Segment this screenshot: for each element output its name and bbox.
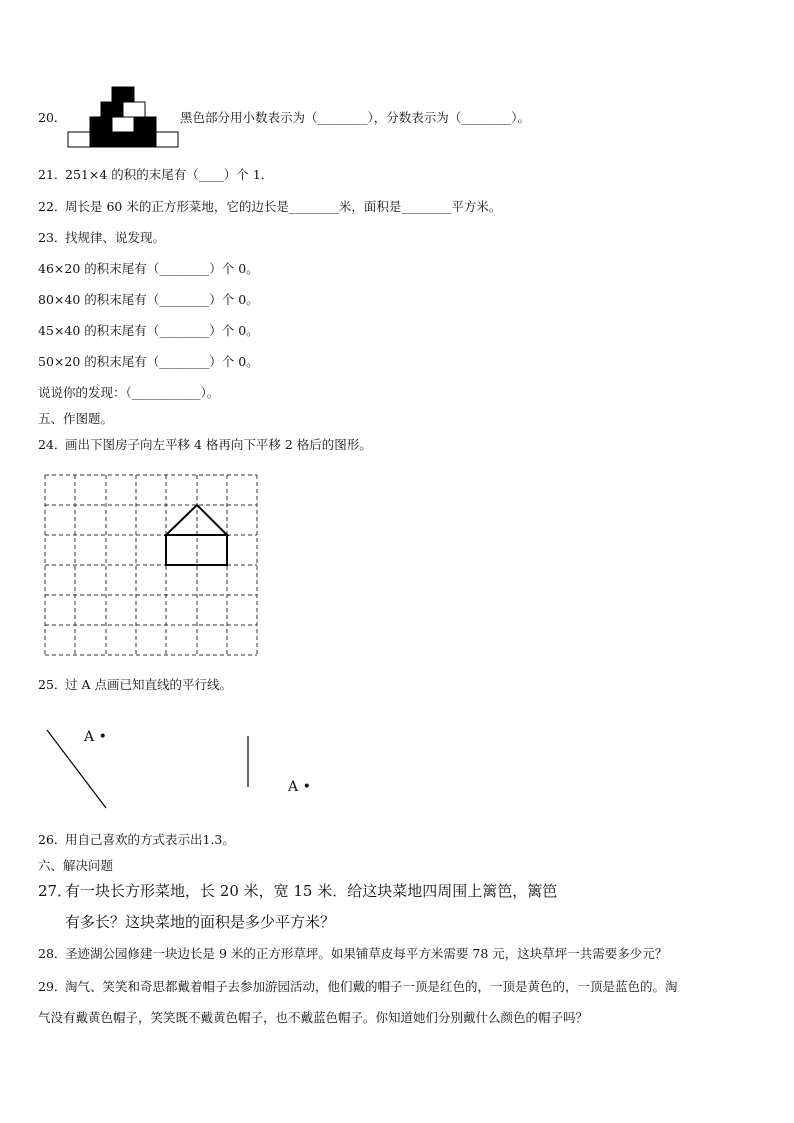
q23-text: 找规律、说发现。 [65, 230, 166, 245]
q23-line-1: 46×20 的积末尾有（________）个 0。 [38, 261, 259, 276]
q27-text-line-1: 有一块长方形菜地，长 20 米，宽 15 米．给这块菜地四周围上篱笆，篱笆 [65, 882, 558, 900]
q21-text: 251×4 的积的末尾有（____）个 1． [65, 167, 274, 182]
q28-number: 28． [38, 946, 67, 961]
q25-point-a-2: A • [288, 779, 311, 795]
q29-text-line-2: 气没有戴黄色帽子，笑笑既不戴黄色帽子，也不戴蓝色帽子。你知道她们分别戴什么颜色的帽子吗？ [38, 1010, 589, 1025]
section-6-heading: 六、解决问题 [38, 858, 114, 873]
q27-number: 27． [38, 882, 73, 900]
q24-grid-with-house [45, 475, 260, 660]
q26-number: 26． [38, 832, 67, 847]
section-5-heading: 五、作图题。 [38, 411, 114, 426]
q21-number: 21． [38, 167, 67, 182]
q23-line-4: 50×20 的积末尾有（________）个 0。 [38, 354, 259, 369]
q23-line-3: 45×40 的积末尾有（________）个 0。 [38, 323, 259, 338]
q25-text: 过 A 点画已知直线的平行线。 [65, 677, 232, 692]
q22-text: 周长是 60 米的正方形菜地，它的边长是________米，面积是________平方米。 [65, 199, 502, 214]
q24-text: 画出下图房子向左平移 4 格再向下平移 2 格后的图形。 [65, 437, 372, 452]
q29-text-line-1: 淘气、笑笑和奇思都戴着帽子去参加游园活动，他们戴的帽子一顶是红色的，一顶是黄色的，一顶是蓝色的。淘 [65, 979, 678, 994]
q25-point-a-1: A • [84, 729, 107, 745]
q26-text: 用自己喜欢的方式表示出1.3。 [65, 832, 235, 847]
q27-text-line-2: 有多长？这块菜地的面积是多少平方米？ [65, 913, 336, 931]
q23-line-2: 80×40 的积末尾有（________）个 0。 [38, 292, 259, 307]
q23-number: 23． [38, 230, 67, 245]
q25-vertical-line [246, 735, 250, 789]
q29-number: 29． [38, 979, 67, 994]
q25-number: 25． [38, 677, 67, 692]
q23-finding: 说说你的发现：（___________）。 [38, 385, 220, 400]
q20-text: 黑色部分用小数表示为（________），分数表示为（________）。 [180, 110, 531, 125]
q20-number: 20． [38, 110, 67, 125]
q20-block-figure [68, 86, 178, 148]
q24-number: 24． [38, 437, 67, 452]
q28-text: 圣迹湖公园修建一块边长是 9 米的正方形草坪。如果铺草皮每平方米需要 78 元，这块草坪一共需要多少元？ [65, 946, 668, 961]
q22-number: 22． [38, 199, 67, 214]
